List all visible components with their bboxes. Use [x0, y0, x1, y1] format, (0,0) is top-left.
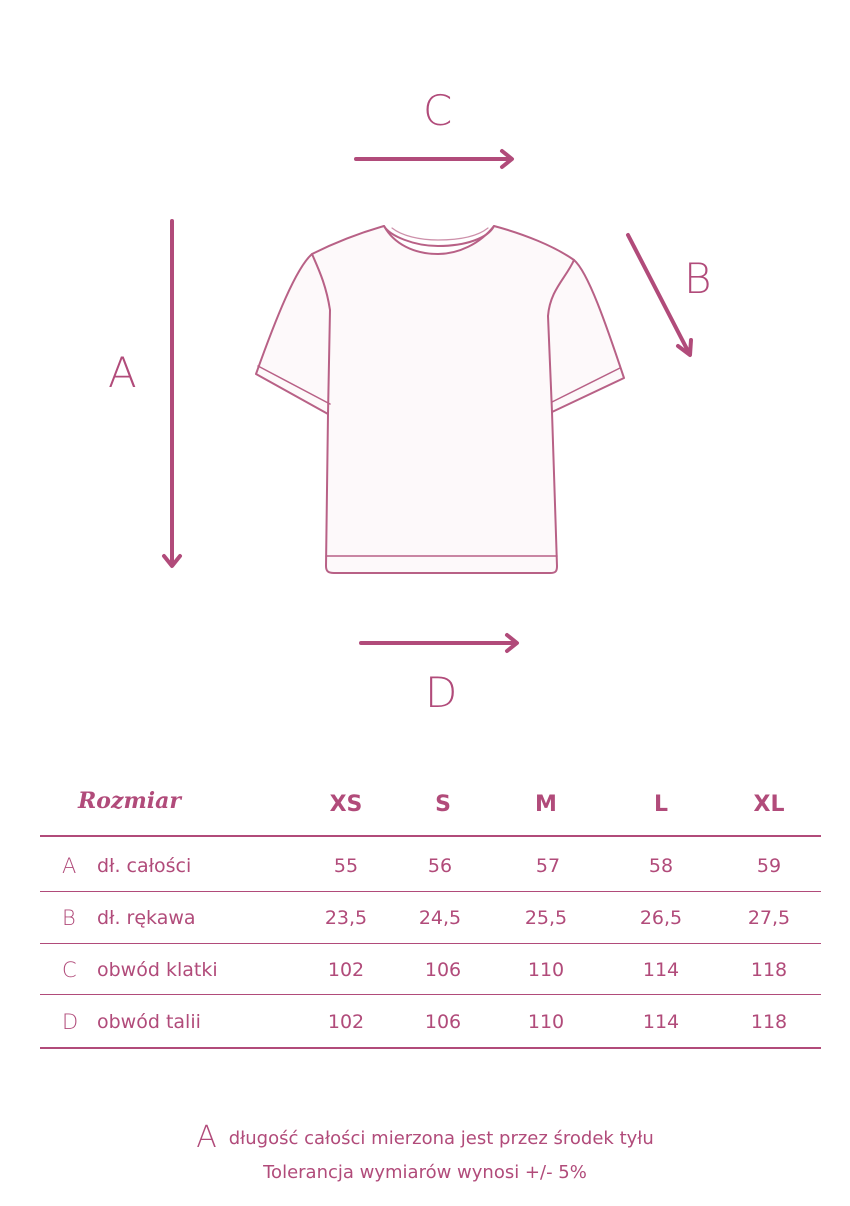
cell-value: 118	[750, 959, 788, 981]
cell-value: 102	[327, 959, 365, 981]
row-letter: C	[62, 958, 77, 982]
cell-value: 26,5	[639, 907, 683, 929]
tshirt-icon	[256, 226, 624, 573]
size-col-l: L	[653, 792, 669, 817]
table-row	[40, 996, 821, 1048]
table-row	[40, 944, 821, 996]
size-col-xs: XS	[329, 792, 363, 817]
header-divider	[40, 835, 821, 837]
cell-value: 59	[756, 855, 782, 877]
size-header-title: Rozmiar	[78, 788, 181, 814]
cell-value: 23,5	[324, 907, 368, 929]
cell-value: 102	[327, 1011, 365, 1033]
table-bottom-rule	[40, 1047, 821, 1049]
cell-value: 56	[427, 855, 453, 877]
cell-value: 57	[535, 855, 561, 877]
cell-value: 118	[750, 1011, 788, 1033]
cell-value: 58	[648, 855, 674, 877]
note-letter: A	[196, 1120, 217, 1155]
note-text: długość całości mierzona jest przez środek tyłu	[228, 1128, 654, 1149]
table-row	[40, 892, 821, 944]
label-d: D	[425, 668, 458, 717]
arrow-b-icon	[628, 235, 691, 355]
size-col-s: S	[435, 792, 451, 817]
cell-value: 110	[527, 959, 565, 981]
row-label: dł. całości	[97, 855, 192, 877]
measurement-note	[0, 1120, 850, 1155]
tolerance-note: Tolerancja wymiarów wynosi +/- 5%	[263, 1162, 587, 1183]
size-col-xl: XL	[753, 792, 785, 817]
label-c: C	[423, 86, 453, 135]
label-b: B	[684, 254, 712, 303]
row-letter: D	[62, 1010, 79, 1034]
cell-value: 55	[333, 855, 359, 877]
arrow-d-icon	[361, 635, 517, 651]
cell-value: 106	[424, 959, 462, 981]
row-label: obwód talii	[97, 1011, 201, 1033]
cell-value: 27,5	[747, 907, 791, 929]
row-label: obwód klatki	[97, 959, 218, 981]
cell-value: 25,5	[524, 907, 568, 929]
cell-value: 106	[424, 1011, 462, 1033]
row-divider	[40, 994, 821, 995]
row-label: dł. rękawa	[97, 907, 196, 929]
cell-value: 114	[642, 959, 680, 981]
table-header	[40, 778, 821, 836]
cell-value: 110	[527, 1011, 565, 1033]
arrow-a-icon	[164, 221, 180, 566]
row-letter: A	[62, 854, 77, 878]
size-col-m: M	[535, 792, 557, 817]
cell-value: 24,5	[418, 907, 462, 929]
table-row	[40, 840, 821, 892]
arrow-c-icon	[356, 151, 512, 167]
row-letter: B	[62, 906, 76, 930]
label-a: A	[108, 348, 137, 397]
cell-value: 114	[642, 1011, 680, 1033]
